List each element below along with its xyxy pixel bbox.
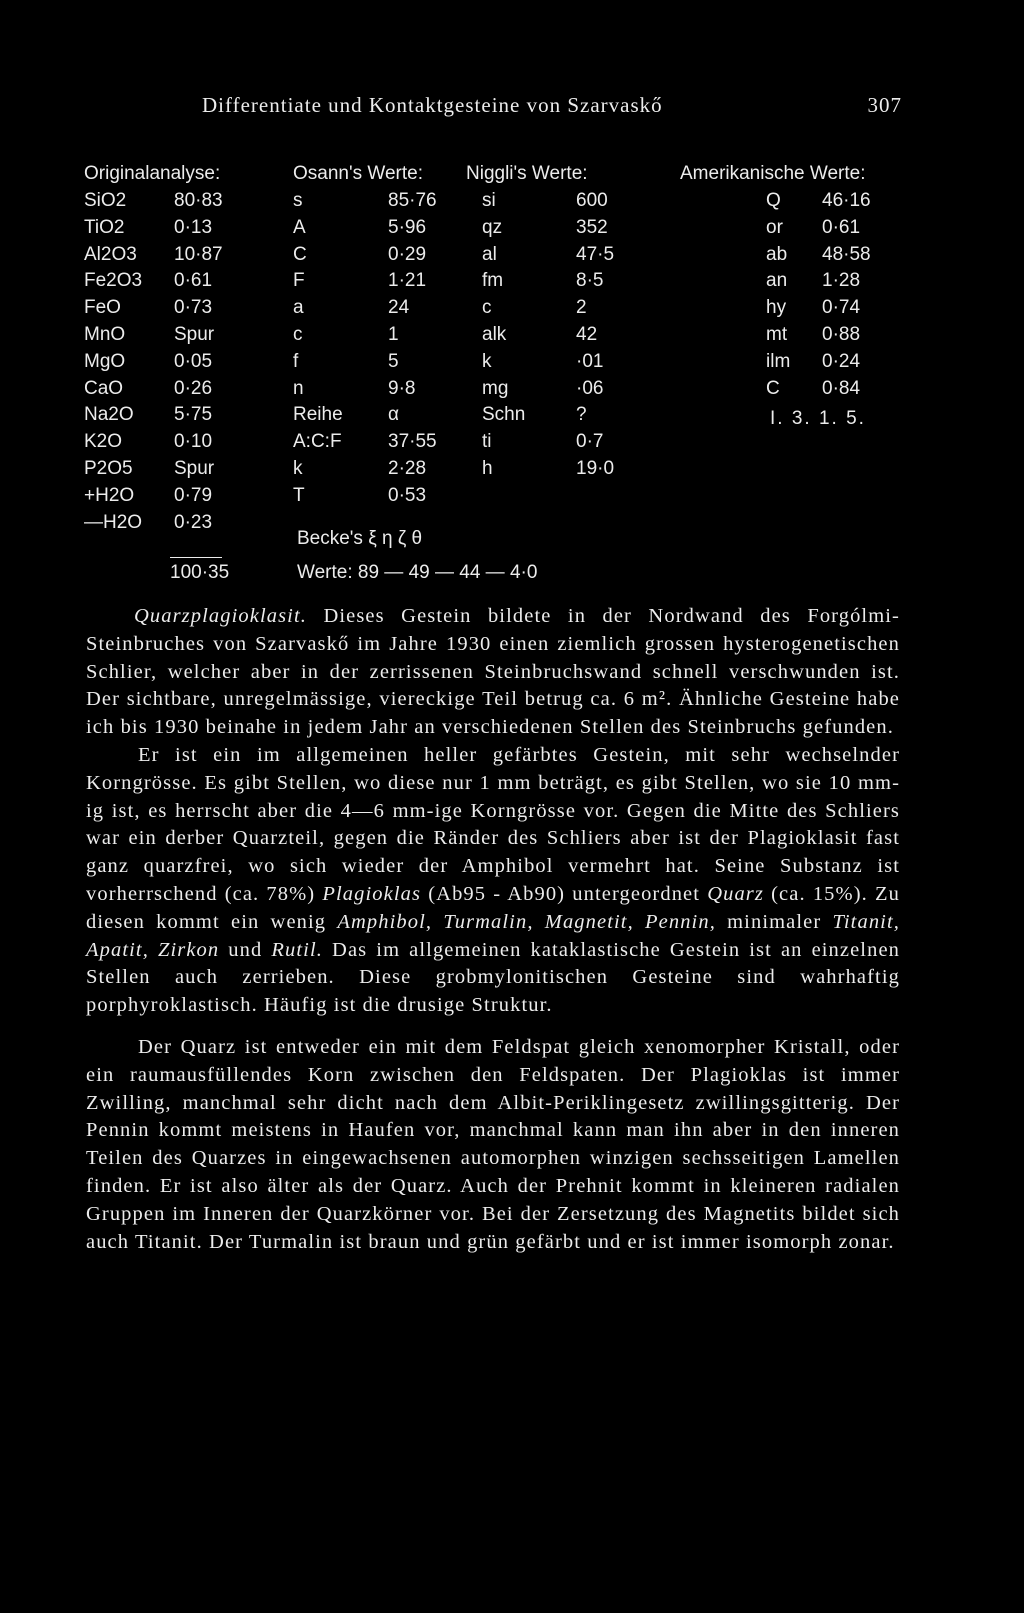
table-row xyxy=(84,268,284,295)
table-row xyxy=(84,429,284,456)
row-value: 2 xyxy=(576,297,587,319)
row-value: 5·75 xyxy=(174,404,213,426)
row-key: mg xyxy=(482,377,509,399)
table-row xyxy=(293,215,493,242)
row-key: FeO xyxy=(84,297,121,319)
row-key: c xyxy=(293,323,303,345)
table-row xyxy=(680,295,980,322)
row-value: 46·16 xyxy=(822,190,871,211)
table-row xyxy=(466,268,686,295)
row-value: 0·13 xyxy=(174,216,213,238)
row-value: 24 xyxy=(388,297,410,319)
row-value: 600 xyxy=(576,190,608,211)
table-row xyxy=(293,295,493,322)
table-row xyxy=(293,456,493,483)
row-key: h xyxy=(482,457,493,479)
table-row xyxy=(466,429,686,456)
row-key: si xyxy=(482,190,496,211)
row-value: 42 xyxy=(576,323,598,345)
table-row xyxy=(84,295,284,322)
table-row xyxy=(293,242,493,269)
row-value: ? xyxy=(576,404,587,426)
row-key: ab xyxy=(766,243,788,265)
table-row xyxy=(293,349,493,376)
table-row xyxy=(84,322,284,349)
original-analysis-total: 100·35 xyxy=(170,562,230,583)
table-row xyxy=(84,349,284,376)
table-row xyxy=(84,402,284,429)
row-key: —H2O xyxy=(84,511,143,533)
row-key: Reihe xyxy=(293,404,343,426)
paragraph-3: Der Quarz ist entweder ein mit dem Feldspat gleich xenomorpher Kristall, oder ein raumausfüllendes Korn zwischen den Feldspaten. Der Plagioklas ist immer Zwilling, manchmal sehr dicht nach dem Albit-Periklingesetz zwillingsgitterig. Der Pennin kommt meistens in Haufen vor, manchmal kann man ihn aber in den inneren Teilen des Quarzes in eingewachsenen automorphen winzigen sechsseitigen Lamellen finden. Er ist also älter als der Quarz. Auch der Prehnit kommt in kleineren radialen Gruppen im Inneren der Quarzkörner vor. Bei der Zersetzung des Magnetits bildet sich auch Titanit. Der Turmalin ist braun und grün gefärbt und er ist immer isomorph zonar. xyxy=(86,1035,900,1253)
row-key: ti xyxy=(482,431,492,453)
paragraph-2: Er ist ein im allgemeinen heller gefärbtes Gestein, mit sehr wechselnder Korngrösse. Es gibt Stellen, wo diese nur 1 mm beträgt, es gibt Stellen, wo sie 10 mm-ig ist, es herrscht aber die 4—6 mm-ige Korngrösse vor. Gegen die Mitte des Schliers war ein derber Quarzteil, gegen die Ränder des Schliers aber ist der Plagioklasit fast ganz quarzfrei, wo sich wieder der Amphibol vermehrt hat. Seine Substanz ist vorherrschend (ca. 78%) Plagioklas (Ab95 - Ab90) untergeordnet Quarz (ca. 15%). Zu diesen kommt ein wenig Amphibol, Turmalin, Magnetit, Pennin, minimaler Titanit, Apatit, Zirkon und Rutil. Das im allgemeinen kataklastische Gestein ist an einzelnen Stellen auch zerrieben. Diese grobmylonitischen Gesteine sind wahrhaftig porphyroklastisch. Häufig ist die drusige Struktur. xyxy=(86,743,901,1017)
table-row xyxy=(466,188,686,215)
row-value: 352 xyxy=(576,216,608,238)
table-row xyxy=(84,456,284,483)
table-row xyxy=(466,376,686,403)
table-row xyxy=(293,402,493,429)
row-value: 0·23 xyxy=(174,511,213,533)
table-row xyxy=(466,349,686,376)
row-key: f xyxy=(293,350,299,372)
row-value: 0·73 xyxy=(174,297,213,319)
row-key: al xyxy=(482,243,497,265)
sum-underline xyxy=(170,557,222,558)
row-value: 37·55 xyxy=(388,431,437,453)
body-text xyxy=(86,603,900,1256)
table-row xyxy=(466,402,686,429)
table-row xyxy=(466,215,686,242)
row-key: T xyxy=(293,484,305,506)
row-value: α xyxy=(388,404,399,426)
table-row xyxy=(293,188,493,215)
row-value: 48·58 xyxy=(822,243,871,265)
row-value: 0·29 xyxy=(388,243,427,265)
row-key: an xyxy=(766,270,788,292)
row-key: fm xyxy=(482,270,504,292)
table-row xyxy=(466,295,686,322)
table-row xyxy=(84,215,284,242)
table-row xyxy=(466,242,686,269)
row-value: 0·7 xyxy=(576,431,604,453)
row-value: 9·8 xyxy=(388,377,416,399)
table-row xyxy=(293,376,493,403)
row-value: 85·76 xyxy=(388,190,437,211)
row-value: ·01 xyxy=(576,350,604,372)
row-value: 80·83 xyxy=(174,190,223,211)
row-value: 0·61 xyxy=(174,270,213,292)
header-title: Differentiate und Kontaktgesteine von Szarvaskő xyxy=(202,93,663,117)
becke-values: Werte: 89 — 49 — 44 — 4·0 xyxy=(297,562,538,583)
row-key: SiO2 xyxy=(84,190,127,211)
row-key: C xyxy=(293,243,307,265)
row-key: mt xyxy=(766,323,788,345)
table-row xyxy=(680,215,980,242)
row-key: P2O5 xyxy=(84,457,133,479)
table-row xyxy=(293,429,493,456)
american-heading: Amerikanische Werte: xyxy=(680,163,866,184)
table-row xyxy=(84,242,284,269)
row-key: Al2O3 xyxy=(84,243,137,265)
row-key: TiO2 xyxy=(84,216,125,238)
row-key: CaO xyxy=(84,377,124,399)
table-row xyxy=(680,268,980,295)
row-value: 1·28 xyxy=(822,270,861,292)
row-value: ·06 xyxy=(576,377,604,399)
american-classification: I. 3. 1. 5. xyxy=(770,408,866,429)
running-header xyxy=(202,93,902,123)
osann-heading: Osann's Werte: xyxy=(293,163,423,184)
row-key: Q xyxy=(766,190,781,211)
row-key: c xyxy=(482,297,492,319)
row-value: 5·96 xyxy=(388,216,427,238)
row-key: hy xyxy=(766,297,787,319)
row-key: Fe2O3 xyxy=(84,270,143,292)
row-value: 0·53 xyxy=(388,484,427,506)
table-row xyxy=(680,376,980,403)
row-key: Schn xyxy=(482,404,526,426)
row-key: k xyxy=(293,457,303,479)
becke-label: Becke's ξ η ζ θ xyxy=(297,528,423,549)
row-value: 47·5 xyxy=(576,243,615,265)
row-value: 5 xyxy=(388,350,399,372)
row-value: Spur xyxy=(174,457,215,479)
row-value: 0·79 xyxy=(174,484,213,506)
row-value: 2·28 xyxy=(388,457,427,479)
row-value: 0·24 xyxy=(822,350,861,372)
table-row xyxy=(293,483,493,510)
rock-name: Quarzplagioklasit. xyxy=(134,605,307,627)
row-key: F xyxy=(293,270,305,292)
table-row xyxy=(680,242,980,269)
page-number: 307 xyxy=(867,93,902,117)
american-column xyxy=(680,160,980,402)
row-value: 0·05 xyxy=(174,350,213,372)
table-row xyxy=(84,376,284,403)
table-row xyxy=(84,483,284,510)
values-tables xyxy=(84,160,984,583)
row-key: n xyxy=(293,377,304,399)
row-value: 0·74 xyxy=(822,297,861,319)
row-value: 0·61 xyxy=(822,216,861,238)
row-key: K2O xyxy=(84,431,123,453)
row-key: ilm xyxy=(766,350,791,372)
original-analysis-heading: Originalanalyse: xyxy=(84,163,221,184)
row-value: 19·0 xyxy=(576,457,615,479)
niggli-heading: Niggli's Werte: xyxy=(466,163,588,184)
table-row xyxy=(293,268,493,295)
table-row xyxy=(466,456,686,483)
table-row xyxy=(680,322,980,349)
row-value: 0·88 xyxy=(822,323,861,345)
table-row xyxy=(680,188,980,215)
row-value: 0·10 xyxy=(174,431,213,453)
row-value: 0·84 xyxy=(822,377,861,399)
osann-column xyxy=(293,160,493,510)
row-key: A:C:F xyxy=(293,431,342,453)
row-value: Spur xyxy=(174,323,215,345)
row-key: MgO xyxy=(84,350,126,372)
row-key: alk xyxy=(482,323,507,345)
row-value: 8·5 xyxy=(576,270,604,292)
niggli-column xyxy=(466,160,686,483)
table-row xyxy=(84,188,284,215)
row-value: 0·26 xyxy=(174,377,213,399)
row-value: 1 xyxy=(388,323,399,345)
row-key: Na2O xyxy=(84,404,134,426)
row-value: 10·87 xyxy=(174,243,223,265)
row-key: +H2O xyxy=(84,484,135,506)
row-key: A xyxy=(293,216,306,238)
row-key: qz xyxy=(482,216,503,238)
row-key: C xyxy=(766,377,780,399)
row-value: 1·21 xyxy=(388,270,427,292)
table-row xyxy=(680,349,980,376)
row-key: MnO xyxy=(84,323,126,345)
paragraph-1: Quarzplagioklasit. Dieses Gestein bildete in der Nordwand des Forgólmi-Steinbruches von Szarvaskő im Jahre 1930 einen ziemlich grossen hysterogenetischen Schlier, welcher aber in der zerrissenen Steinbruchswand schnell verschwunden ist. Der sichtbare, unregelmässige, viereckige Teil betrug ca. 6 m². Ähnliche Gesteine habe ich bis 1930 beinahe in jedem Jahr an verschiedenen Stellen des Steinbruchs gefunden. xyxy=(86,605,900,739)
original-analysis-column xyxy=(84,160,284,583)
table-row xyxy=(466,322,686,349)
table-row xyxy=(84,510,284,537)
row-key: or xyxy=(766,216,783,238)
row-key: a xyxy=(293,297,304,319)
row-key: s xyxy=(293,190,303,211)
row-key: k xyxy=(482,350,492,372)
table-row xyxy=(293,322,493,349)
